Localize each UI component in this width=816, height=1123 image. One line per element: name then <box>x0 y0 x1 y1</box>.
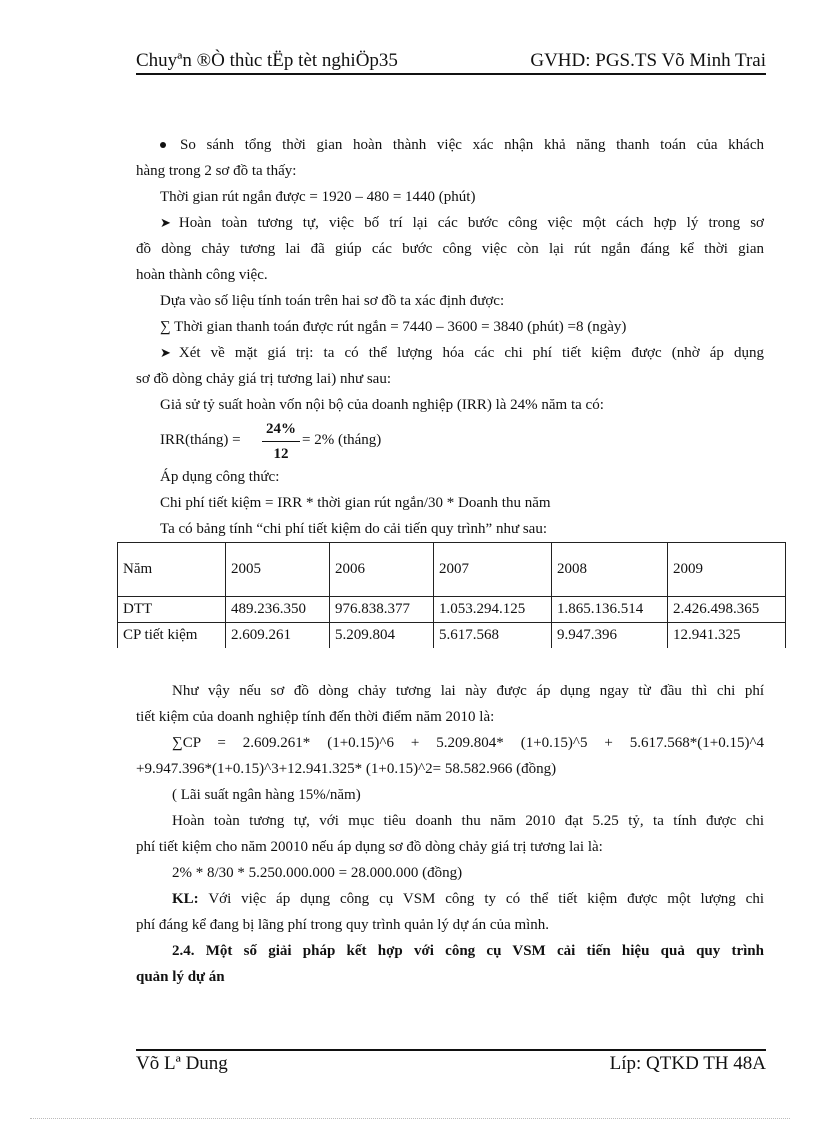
formula-line: 2% * 8/30 * 5.250.000.000 = 28.000.000 (đồng) <box>172 865 463 881</box>
table-cell: 1.865.136.514 <box>552 597 668 623</box>
formula-line: +9.947.396*(1+0.15)^3+12.941.325* (1+0.15)^2= 58.582.966 (đồng) <box>136 761 557 777</box>
paragraph-line: Thời gian rút ngắn được = 1920 – 480 = 1440 (phút) <box>160 189 476 205</box>
table-cell: 5.209.804 <box>330 623 434 649</box>
page-footer <box>136 1053 766 1075</box>
section-heading: quản lý dự án <box>136 969 225 985</box>
arrow-bullet-icon: ➤ <box>160 345 171 360</box>
table-header-row <box>118 543 786 597</box>
irr-formula-right: = 2% (tháng) <box>302 432 382 448</box>
paragraph-line: Ta có bảng tính “chi phí tiết kiệm do cải tiến quy trình” như sau: <box>160 521 547 537</box>
table-cell: 12.941.325 <box>668 623 786 649</box>
table-header-cell: 2006 <box>330 543 434 597</box>
paragraph-line: Dựa vào số liệu tính toán trên hai sơ đồ ta xác định được: <box>160 293 505 309</box>
table-cell: 2.609.261 <box>226 623 330 649</box>
paragraph-line: Hoàn toàn tương tự, với mục tiêu doanh thu năm 2010 đạt 5.25 tỷ, ta tính được chi <box>172 813 764 829</box>
irr-numerator: 24% <box>266 421 296 437</box>
paragraph-line: Áp dụng công thức: <box>160 469 280 485</box>
arrow-bullet-icon: ➤ <box>160 215 171 230</box>
irr-fraction <box>262 420 300 463</box>
table-header-cell: 2005 <box>226 543 330 597</box>
table-row <box>118 597 786 623</box>
table-cell: 2.426.498.365 <box>668 597 786 623</box>
table-cell: DTT <box>118 597 226 623</box>
footer-class: Líp: QTKD TH 48A <box>609 1053 766 1074</box>
paragraph-line: tiết kiệm của doanh nghiệp tính đến thời điểm năm 2010 là: <box>136 709 495 725</box>
paragraph-line: phí tiết kiệm cho năm 20010 nếu áp dụng sơ đồ dòng chảy giá trị tương lai là: <box>136 839 603 855</box>
table-row <box>118 623 786 649</box>
paragraph-line: đồ dòng chảy tương lai đã giúp các bước công việc còn lại rút ngắn đáng kể thời gian <box>136 241 764 257</box>
conclusion-line: KL: Với việc áp dụng công cụ VSM công ty có thể tiết kiệm được một lượng chi <box>172 891 764 907</box>
table-header-cell: 2008 <box>552 543 668 597</box>
table-header-cell: 2009 <box>668 543 786 597</box>
paragraph-line: ∑ Thời gian thanh toán được rút ngắn = 7440 – 3600 = 3840 (phút) =8 (ngày) <box>160 319 627 335</box>
table-cell: 976.838.377 <box>330 597 434 623</box>
irr-denominator: 12 <box>273 446 289 462</box>
table-cell: 489.236.350 <box>226 597 330 623</box>
paragraph-line: hàng trong 2 sơ đồ ta thấy: <box>136 163 297 179</box>
irr-formula-left: IRR(tháng) = <box>160 432 241 448</box>
section-heading: 2.4. Một số giải pháp kết hợp với công cụ VSM cải tiến hiệu quả quy trình <box>172 943 764 959</box>
table-cell: 9.947.396 <box>552 623 668 649</box>
footer-rule <box>136 1049 766 1051</box>
paragraph-line: sơ đồ dòng chảy giá trị tương lai) như sau: <box>136 371 391 387</box>
page-header <box>136 50 766 72</box>
paragraph-line: phí đáng kể đang bị lãng phí trong quy trình quản lý dự án của mình. <box>136 917 550 933</box>
table-header-cell: Năm <box>118 543 226 597</box>
paragraph-line: hoàn thành công việc. <box>136 267 268 283</box>
conclusion-label: KL: <box>172 891 199 907</box>
fraction-bar <box>262 441 300 442</box>
table-header-cell: 2007 <box>434 543 552 597</box>
paragraph-line: So sánh tổng thời gian hoàn thành việc xác nhận khả năng thanh toán của khách <box>160 136 764 154</box>
footer-author: Võ Lª Dung <box>136 1053 228 1074</box>
table-cell: 5.617.568 <box>434 623 552 649</box>
paragraph-line: ➤ Hoàn toàn tương tự, việc bố trí lại các bước công việc một cách hợp lý trong sơ <box>160 215 764 231</box>
paragraph-line: ( Lãi suất ngân hàng 15%/năm) <box>172 787 361 803</box>
header-advisor: GVHD: PGS.TS Võ Minh Trai <box>530 50 766 71</box>
paragraph-line: Chi phí tiết kiệm = IRR * thời gian rút ngắn/30 * Doanh thu năm <box>160 495 551 511</box>
table-cell: CP tiết kiệm <box>118 623 226 649</box>
header-rule <box>136 73 766 75</box>
paragraph-line: Như vậy nếu sơ đồ dòng chảy tương lai này được áp dụng ngay từ đầu thì chi phí <box>172 683 764 699</box>
formula-line: ∑CP = 2.609.261* (1+0.15)^6 + 5.209.804* (1+0.15)^5 + 5.617.568*(1+0.15)^4 <box>172 735 764 751</box>
table-cell: 1.053.294.125 <box>434 597 552 623</box>
page-edge-divider <box>30 1118 790 1119</box>
paragraph-line: Giả sử tỷ suất hoàn vốn nội bộ của doanh nghiệp (IRR) là 24% năm ta có: <box>160 397 604 413</box>
savings-table <box>117 542 786 648</box>
paragraph-line: ➤ Xét về mặt giá trị: ta có thể lượng hóa các chi phí tiết kiệm được (nhờ áp dụng <box>160 345 764 361</box>
header-title: Chuyªn ®Ò thùc tËp tèt nghiÖp35 <box>136 50 398 71</box>
bullet-icon <box>160 142 166 148</box>
